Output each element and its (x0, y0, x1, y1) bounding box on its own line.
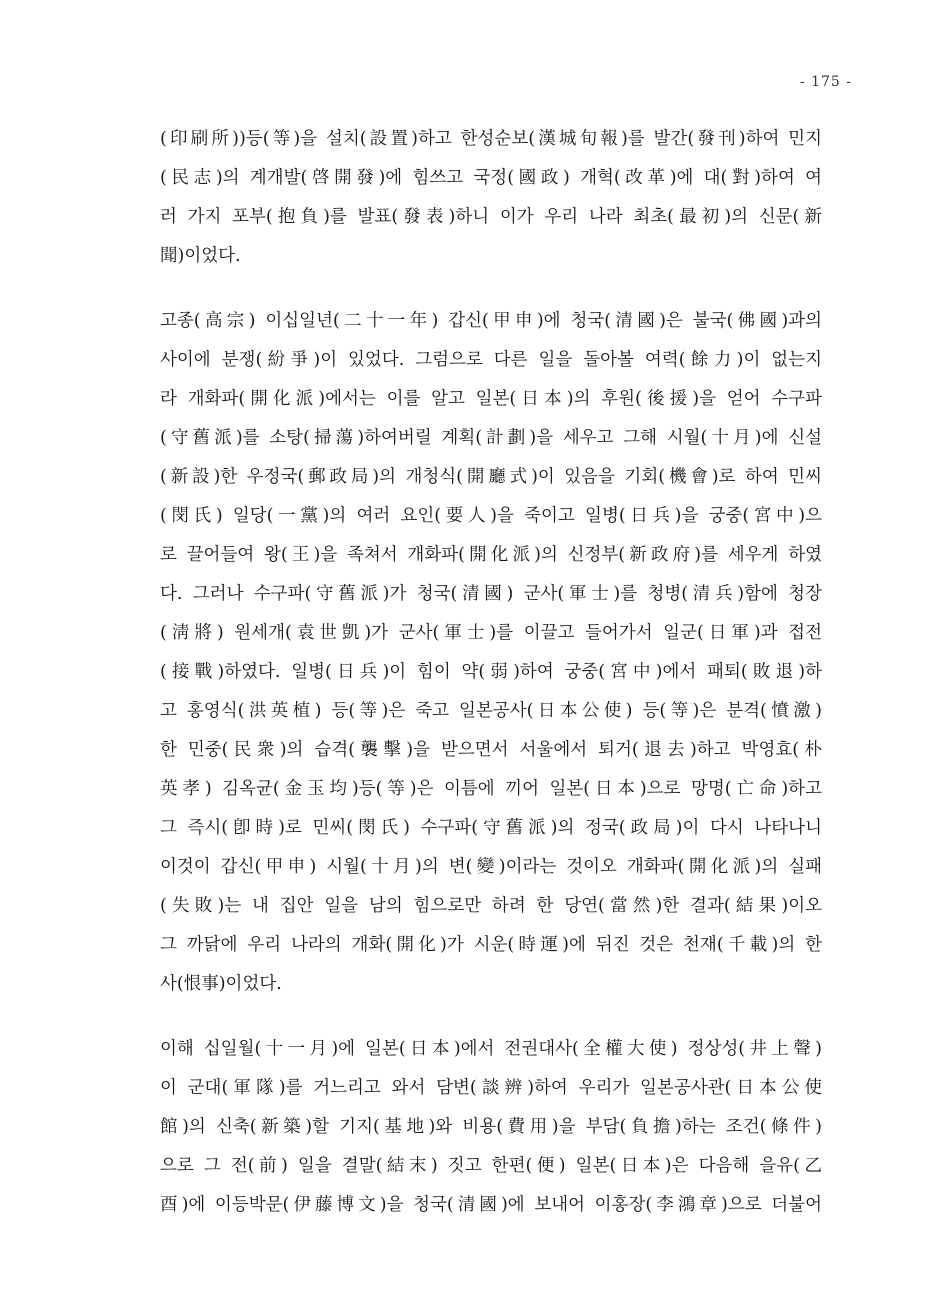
page-number: - 175 - (799, 74, 852, 90)
document-body (160, 120, 822, 1225)
text-line: 聞)이었다. (160, 246, 241, 266)
text-line: (閔氏) 일당(一黨)의 여러 요인(要人)을 죽이고 일병(日兵)을 궁중(宮中)으 (160, 506, 822, 526)
text-line: (接戰)하였다. 일병(日兵)이 힘이 약(弱)하여 궁중(宮中)에서 패퇴(敗退)하 (160, 662, 822, 682)
text-line: (失敗)는 내 집안 일을 남의 힘으로만 하려 한 당연(當然)한 결과(結果)이오 (160, 896, 822, 916)
text-line: (民志)의 계개발(啓開發)에 힘쓰고 국정(國政) 개혁(改革)에 대(對)하여 여 (160, 168, 822, 188)
text-line: (淸將) 원세개(袁世凱)가 군사(軍士)를 이끌고 들어가서 일군(日軍)과 접전 (160, 623, 822, 643)
text-line: (新設)한 우정국(郵政局)의 개청식(開廳式)이 있음을 기회(機會)로 하여 민씨 (160, 467, 822, 487)
text-line: 사이에 분쟁(紛爭)이 있었다. 그럼으로 다른 일을 돌아볼 여력(餘力)이 없는지 (160, 350, 822, 370)
text-line: 그 즉시(卽時)로 민씨(閔氏) 수구파(守舊派)의 정국(政局)이 다시 나타나니 (160, 818, 822, 838)
paragraph-2 (160, 302, 822, 1004)
text-line: 고종(高宗) 이십일년(二十一年) 갑신(甲申)에 청국(清國)은 불국(佛國)과의 (160, 311, 822, 331)
text-line: 사(恨事)이었다. (160, 974, 282, 994)
text-line: 로 끌어들여 왕(王)을 족쳐서 개화파(開化派)의 신정부(新政府)를 세우게 하였 (160, 545, 822, 565)
paragraph-spacer (160, 1004, 822, 1030)
text-line: 이것이 갑신(甲申) 시월(十月)의 변(變)이라는 것이오 개화파(開化派)의 실패 (160, 857, 822, 877)
text-line: 한 민중(民衆)의 습격(襲擊)을 받으면서 서울에서 퇴거(退去)하고 박영효(朴 (160, 740, 822, 760)
text-line: 라 개화파(開化派)에서는 이를 알고 일본(日本)의 후원(後援)을 얻어 수구파 (160, 389, 822, 409)
text-line: 러 가지 포부(抱負)를 발표(發表)하니 이가 우리 나라 최초(最初)의 신문(新 (160, 207, 822, 227)
paragraph-1 (160, 120, 822, 276)
text-line: 館)의 신축(新築)할 기지(基地)와 비용(費用)을 부담(負擔)하는 조건(條件) (160, 1117, 822, 1137)
text-line: 그 까닭에 우리 나라의 개화(開化)가 시운(時運)에 뒤진 것은 천재(千載)의 한 (160, 935, 822, 955)
text-line: 다. 그러나 수구파(守舊派)가 청국(清國) 군사(軍士)를 청병(清兵)함에 청장 (160, 584, 822, 604)
text-line: 이 군대(軍隊)를 거느리고 와서 담변(談辨)하여 우리가 일본공사관(日本公使 (160, 1078, 822, 1098)
text-line: 이해 십일월(十一月)에 일본(日本)에서 전권대사(全權大使) 정상성(井上聲) (160, 1039, 822, 1059)
text-line: 酉)에 이등박문(伊藤博文)을 청국(清國)에 보내어 이홍장(李鴻章)으로 더불어 (160, 1195, 822, 1215)
paragraph-spacer (160, 276, 822, 302)
text-line: 으로 그 전(前) 일을 결말(結末) 짓고 한편(便) 일본(日本)은 다음해 을유(乙 (160, 1156, 822, 1176)
text-line: 英孝) 김옥균(金玉均)등(等)은 이틈에 끼어 일본(日本)으로 망명(亡命)하고 (160, 779, 822, 799)
paragraph-3 (160, 1030, 822, 1225)
text-line: (守舊派)를 소탕(掃蕩)하여버릴 계획(計劃)을 세우고 그해 시월(十月)에 신설 (160, 428, 822, 448)
text-line: 고 홍영식(洪英植) 등(等)은 죽고 일본공사(日本公使) 등(等)은 분격(憤激) (160, 701, 822, 721)
text-line: (印刷所))등(等)을 설치(設置)하고 한성순보(漢城旬報)를 발간(發刊)하여 민지 (160, 129, 822, 149)
